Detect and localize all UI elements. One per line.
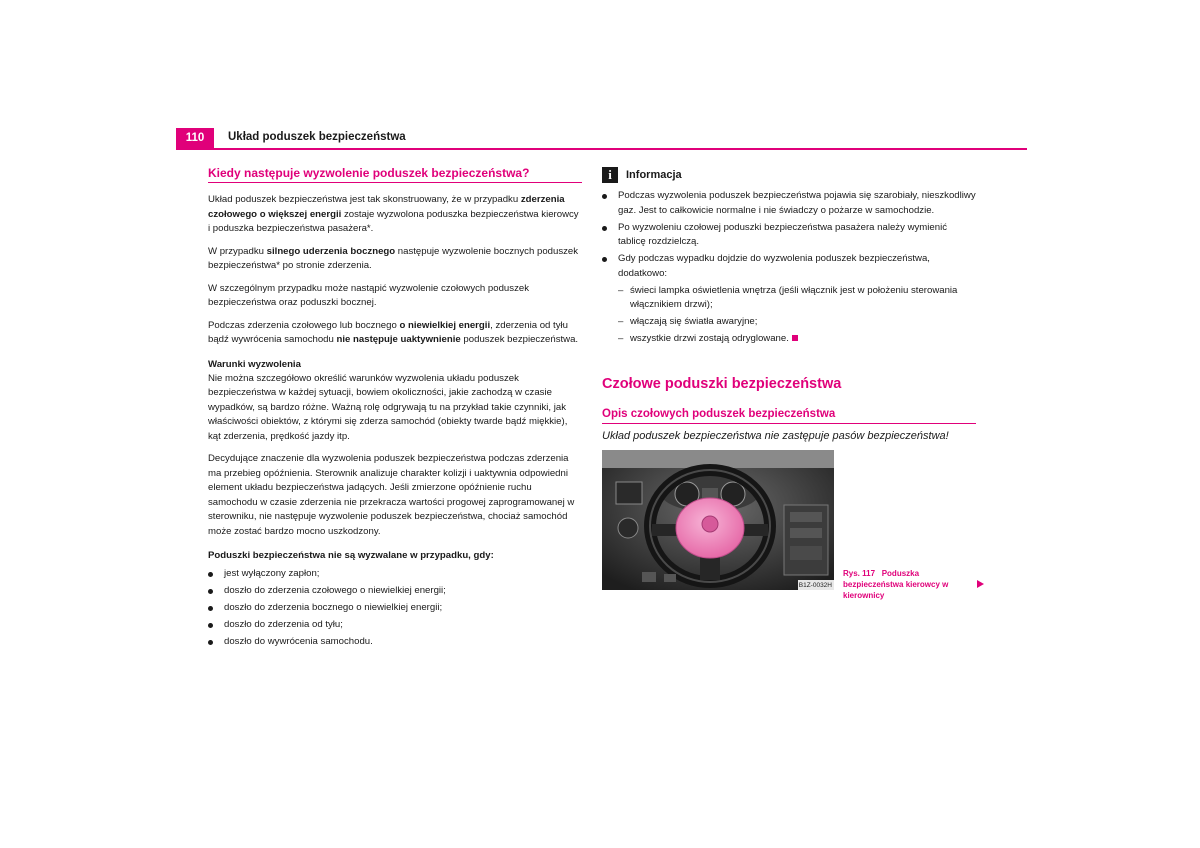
text-span: W przypadku (208, 245, 267, 257)
list-item (602, 252, 976, 281)
list-item-text: jest wyłączony zapłon; (224, 568, 320, 579)
list-item (208, 618, 582, 633)
caption-text: Poduszka bezpieczeństwa kierowcy w kierownicy (843, 569, 949, 600)
dash-icon: – (618, 316, 624, 327)
bold-span: zderzenia czołowego o większej energii (208, 194, 565, 220)
figure-code: B1Z-0032H (798, 582, 832, 589)
list-item-text: wszystkie drzwi zostają odryglowane. (630, 333, 789, 344)
list-item-text: Podczas wyzwolenia poduszek bezpieczeństwa pojawia się szarobiały, nieszkodliwy gaz. Jest to całkowicie normalne i nie świadczy o pożarze w samochodzie. (618, 190, 976, 216)
steering-wheel-illustration (602, 450, 834, 590)
text-span: Układ poduszek bezpieczeństwa jest tak skonstruowany, że w przypadku (208, 194, 521, 205)
text-span: , zderzenia od tyłu bądź wywrócenia samochodu (208, 319, 568, 345)
bold-span: o niewielkiej energii (399, 319, 491, 331)
list-item (602, 221, 976, 250)
bold-span: silnego uderzenia bocznego (266, 245, 396, 257)
section-heading: Kiedy następuje wyzwolenie poduszek bezpieczeństwa? (208, 165, 582, 183)
running-title: Układ poduszek bezpieczeństwa (228, 131, 406, 143)
dash-icon: – (618, 284, 624, 296)
paragraph-2 (208, 245, 582, 274)
steering-wheel-figure (602, 450, 834, 590)
list-item-text: doszło do zderzenia od tyłu; (224, 619, 343, 630)
lead-text: Układ poduszek bezpieczeństwa nie zastępuje pasów bezpieczeństwa! (602, 429, 949, 442)
text-span: następuje wyzwolenie bocznych poduszek bezpieczeństwa* po stronie zderzenia. (208, 245, 579, 271)
right-column (602, 167, 976, 444)
list-item-text: doszło do zderzenia czołowego o niewielkiej energii; (224, 585, 446, 596)
list-item (602, 189, 976, 218)
caption-label: Rys. 117 (843, 569, 876, 578)
bullet-icon (602, 194, 607, 199)
bullet-icon (208, 640, 213, 645)
paragraph-5: Nie można szczegółowo określić warunków wyzwolenia układu poduszek bezpieczeństwa w każdej sytuacji, bowiem okoliczności, jakie zachodzą w czasie wypadków, są bardzo różne. Ważną rolę odgrywają tu na przykład takie czynniki, jak właściwości obiektów, z którymi się zderza samochód (obiekty twarde bądź miękkie), kąt zderzenia, prędkość jazdy itp. (208, 372, 568, 442)
conditions-list (208, 567, 582, 650)
header-rule (176, 148, 1027, 150)
list-item-text: doszło do zderzenia bocznego o niewielkiej energii; (224, 602, 443, 613)
left-column (208, 165, 582, 652)
list-item (602, 332, 976, 347)
info-icon: i (602, 167, 618, 183)
subheading: Warunki wyzwolenia (208, 358, 301, 370)
bullet-icon (208, 589, 213, 594)
bullet-icon (602, 226, 607, 231)
list-item (208, 635, 582, 650)
list-item (208, 584, 582, 599)
bullet-icon (208, 606, 213, 611)
dash-icon: – (618, 333, 624, 344)
list-item (602, 315, 976, 330)
text-span: poduszek bezpieczeństwa. (460, 334, 579, 345)
list-item (602, 284, 976, 313)
section-title: Czołowe poduszki bezpieczeństwa (602, 375, 842, 392)
end-of-section-icon (792, 335, 798, 341)
next-page-arrow-icon (977, 580, 984, 588)
text-span: zostaje wyzwolona poduszka bezpieczeństwa kierowcy i poduszka bezpieczeństwa pasażera*. (208, 208, 579, 234)
paragraph-3: W szczególnym przypadku może nastąpić wyzwolenie czołowych poduszek bezpieczeństwa oraz poduszki bocznej. (208, 282, 529, 308)
bold-span: nie następuje uaktywnienie (336, 334, 461, 345)
bullet-icon (208, 572, 213, 577)
consequences-list (602, 284, 976, 347)
bullet-icon (208, 623, 213, 628)
info-list (602, 189, 976, 281)
paragraph-4 (208, 319, 582, 348)
list-item (208, 601, 582, 616)
list-item-text: włączają się światła awaryjne; (630, 316, 758, 327)
page-number: 110 (176, 128, 214, 148)
bullet-icon (602, 257, 607, 262)
list-item-text: Po wyzwoleniu czołowej poduszki bezpieczeństwa pasażera należy wymienić tablicę rozdzielczą. (618, 221, 948, 247)
paragraph-1 (208, 193, 582, 237)
info-box-header (602, 167, 976, 183)
list-item-text: Gdy podczas wypadku dojdzie do wyzwolenia poduszek bezpieczeństwa, dodatkowo: (618, 253, 930, 279)
figure-caption (843, 568, 973, 601)
text-span: Podczas zderzenia czołowego lub bocznego (208, 319, 400, 331)
info-title: Informacja (626, 169, 682, 181)
paragraph-6: Decydujące znaczenie dla wyzwolenia poduszek bezpieczeństwa podczas zderzenia ma przebieg opóźnienia. Sterownik analizuje charakter kolizji i uaktywnia odpowiedni element układu bezpieczeństwa jadących. Jeśli zmierzone opóźnienie ruchu samochodu w czasie zderzenia nie przekracza wartości progowej zaprogramowanej w sterowniku, nie następuje wyzwolenie poduszek bezpieczeństwa, chociaż samochód może zostać bardzo mocno uszkodzony. (208, 453, 575, 537)
subsection-title: Opis czołowych poduszek bezpieczeństwa (602, 407, 976, 424)
list-heading: Poduszki bezpieczeństwa nie są wyzwalane w przypadku, gdy: (208, 550, 494, 561)
list-item-text: doszło do wywrócenia samochodu. (224, 636, 373, 647)
list-item-text: świeci lampka oświetlenia wnętrza (jeśli włącznik jest w położeniu sterowania włącznikiem drzwi); (630, 284, 958, 310)
list-item (208, 567, 582, 582)
